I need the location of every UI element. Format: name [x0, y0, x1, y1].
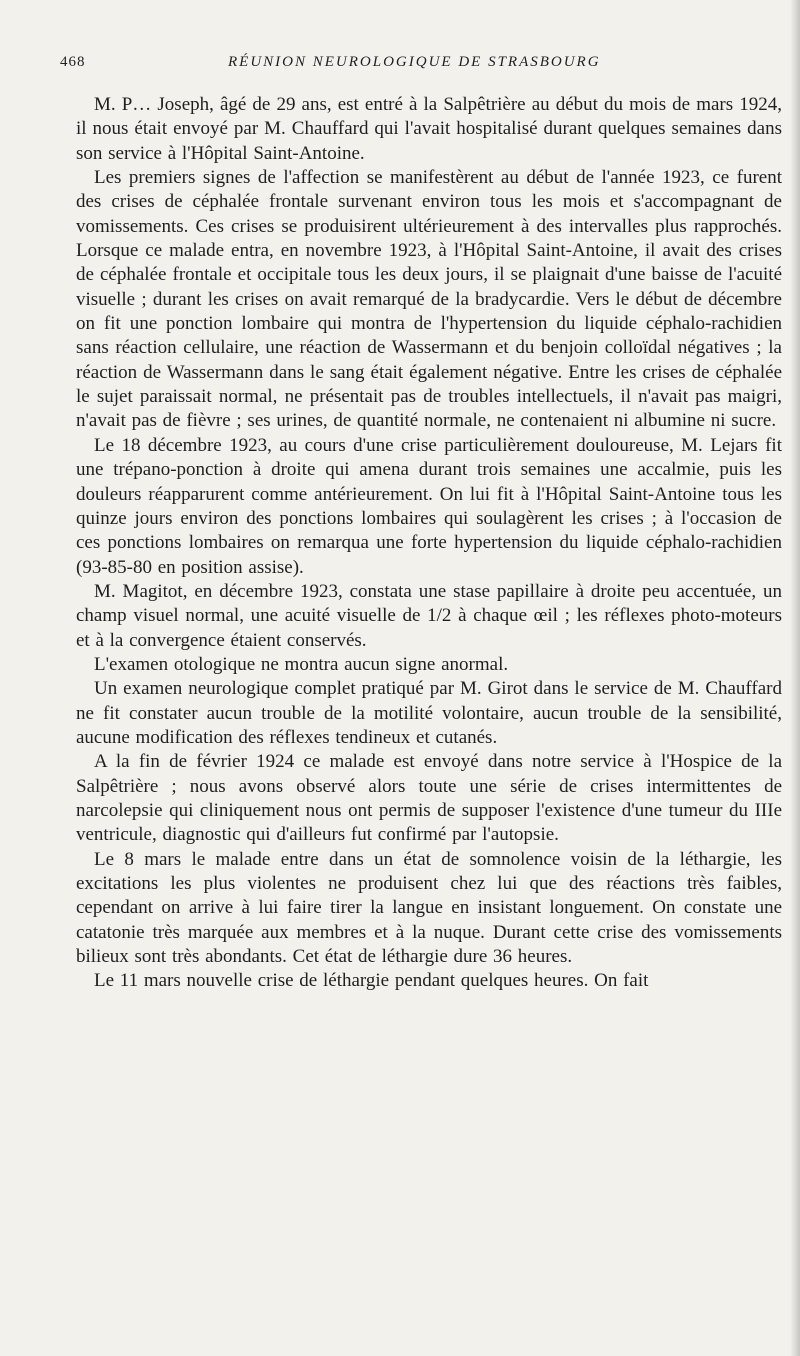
paragraph-narcolepsy: A la fin de février 1924 ce malade est envoyé dans notre service à l'Hospice de la Salpêtrière ; nous avons observé alors toute une série de crises intermittentes de narcolepsie qui cliniquement nous ont permis de supposer l'existence d'une tumeur du IIIe ventricule, diagnostic qui d'ailleurs fut confirmé par l'autopsie.: [76, 751, 782, 846]
paragraph-otology: L'examen otologique ne montra aucun signe anormal.: [94, 653, 509, 675]
paragraph-lethargy: Le 8 mars le malade entre dans un état de somnolence voisin de la léthargie, les excitations les plus violentes ne produisent chez lui que des réactions très faibles, cependant on arrive à lui faire tirer la langue en insistant longuement. On constate une catatonie très marquée aux membres et à la nuque. Durant cette crise des vomissements bilieux sont très abondants. Cet état de léthargie dure 36 heures.: [76, 848, 782, 968]
paragraph-continuation: Le 11 mars nouvelle crise de léthargie pendant quelques heures. On fait: [94, 970, 649, 992]
page-number: 468: [60, 54, 86, 70]
paragraph-trepano-ponction: Le 18 décembre 1923, au cours d'une crise particulièrement douloureuse, M. Lejars fit une trépano-ponction à droite qui amena durant trois semaines une accalmie, puis les douleurs réapparurent comme antérieurement. On lui fit à l'Hôpital Saint-Antoine tous les quinze jours environ des ponctions lombaires qui soulagèrent les crises ; à l'occasion de ces ponctions lombaires on remarqua une forte hypertension du liquide céphalo-rachidien (93-85-80 en position assise).: [76, 434, 782, 578]
paragraph-patient-intro: M. P… Joseph, âgé de 29 ans, est entré à la Salpêtrière au début du mois de mars 1924, il nous était envoyé par M. Chauffard qui l'avait hospitalisé durant quelques semaines dans son service à l'Hôpital Saint-Antoine.: [76, 94, 782, 164]
page-edge-shadow: [790, 0, 800, 1356]
body-text: [76, 93, 782, 994]
paragraph-first-signs: Les premiers signes de l'affection se manifestèrent au début de l'année 1923, ce furent des crises de céphalée frontale survenant environ tous les mois et s'accompagnant de vomissements. Ces crises se produisirent ultérieurement à des intervalles plus rapprochés. Lorsque ce malade entra, en novembre 1923, à l'Hôpital Saint-Antoine, il avait des crises de céphalée frontale et occipitale tous les deux jours, il se plaignait d'une baisse de l'acuité visuelle ; durant les crises on avait remarqué de la bradycardie. Vers le début de décembre on fit une ponction lombaire qui montra de l'hypertension du liquide céphalo-rachidien sans réaction cellulaire, une réaction de Wassermann et du benjoin colloïdal négatives ; la réaction de Wassermann dans le sang était également négative. Entre les crises de céphalée le sujet paraissait normal, ne présentait pas de troubles intellectuels, il n'avait pas maigri, n'avait pas de fièvre ; ses urines, de quantité normale, ne contenaient ni albumine ni sucre.: [76, 167, 782, 432]
running-title: RÉUNION NEUROLOGIQUE DE STRASBOURG: [228, 54, 601, 70]
paragraph-neurology-exam: Un examen neurologique complet pratiqué par M. Girot dans le service de M. Chauffard ne fit constater aucun trouble de la motilité volontaire, aucun trouble de la sensibilité, aucune modification des réflexes tendineux et cutanés.: [76, 678, 782, 748]
running-head: [60, 54, 780, 78]
paragraph-ophthalmology: M. Magitot, en décembre 1923, constata une stase papillaire à droite peu accentuée, un champ visuel normal, une acuité visuelle de 1/2 à chaque œil ; les réflexes photo-moteurs et à la convergence étaient conservés.: [76, 580, 782, 651]
